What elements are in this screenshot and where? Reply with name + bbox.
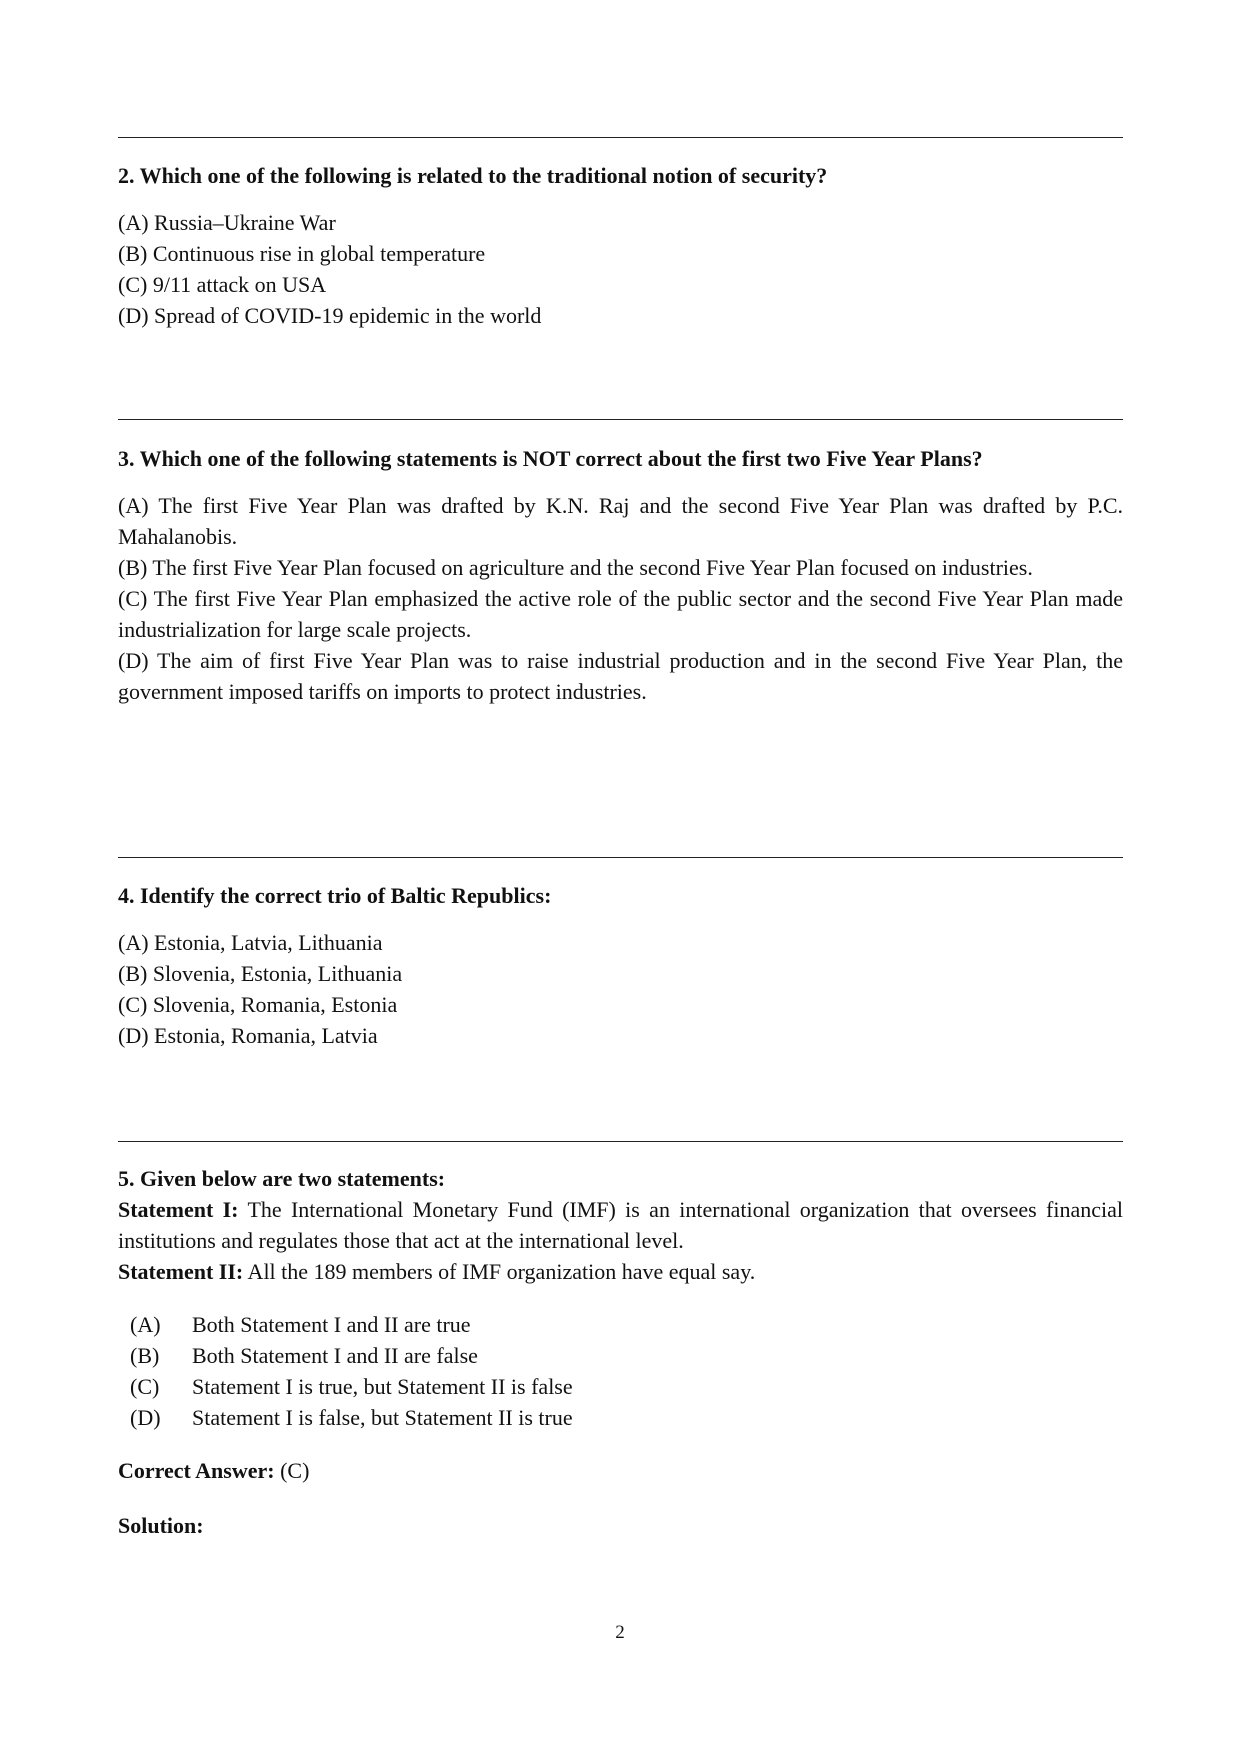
option: (B) Slovenia, Estonia, Lithuania — [118, 961, 403, 986]
question-3 — [118, 443, 1123, 707]
divider — [118, 1141, 1123, 1142]
option-label: (C) — [130, 1374, 160, 1399]
option-text: Statement I is true, but Statement II is false — [192, 1374, 573, 1399]
option-text: Both Statement I and II are true — [192, 1312, 471, 1337]
question-title — [118, 880, 1123, 911]
solution-label: Solution: — [118, 1513, 204, 1538]
option: (A) Estonia, Latvia, Lithuania — [118, 930, 383, 955]
option: (C) The first Five Year Plan emphasized the active role of the public sector and the second Five Year Plan made industrialization for large scale projects. — [118, 586, 1123, 642]
question-number: 3. — [118, 446, 135, 471]
page-number: 2 — [615, 1622, 625, 1643]
solution — [118, 1510, 1123, 1541]
divider — [118, 137, 1123, 138]
option: (A) The first Five Year Plan was drafted by K.N. Raj and the second Five Year Plan was drafted by P.C. Mahalanobis. — [118, 493, 1123, 549]
option: (D) Spread of COVID-19 epidemic in the world — [118, 303, 542, 328]
divider — [118, 857, 1123, 858]
statement-label: Statement II: — [118, 1259, 244, 1284]
statement-text: All the 189 members of IMF organization have equal say. — [243, 1259, 756, 1284]
question-text: Which one of the following statements is NOT correct about the first two Five Year Plans? — [139, 446, 983, 471]
option-text: Statement I is false, but Statement II is true — [192, 1405, 573, 1430]
option: (C) Slovenia, Romania, Estonia — [118, 992, 398, 1017]
correct-answer — [118, 1455, 1123, 1486]
option-label: (A) — [130, 1312, 161, 1337]
option: (D) The aim of first Five Year Plan was to raise industrial production and in the second Five Year Plan, the government imposed tariffs on imports to protect industries. — [118, 648, 1123, 704]
answer-value: (C) — [274, 1458, 310, 1483]
option: (D) Estonia, Romania, Latvia — [118, 1023, 378, 1048]
question-number: 5. — [118, 1166, 135, 1191]
question-title — [118, 1163, 1123, 1194]
statement-2 — [118, 1256, 1123, 1287]
question-title — [118, 160, 1123, 191]
question-4 — [118, 880, 1123, 1051]
option-list — [118, 927, 1123, 1051]
question-text: Given below are two statements: — [140, 1166, 446, 1191]
question-title — [118, 443, 1123, 474]
statement-1 — [118, 1194, 1123, 1256]
option: (C) 9/11 attack on USA — [118, 272, 327, 297]
option — [130, 1309, 1123, 1340]
option: (B) The first Five Year Plan focused on agriculture and the second Five Year Plan focused on industries. — [118, 555, 1033, 580]
answer-label: Correct Answer: — [118, 1458, 275, 1483]
option-list — [130, 1309, 1123, 1433]
statement-text: The International Monetary Fund (IMF) is an international organization that oversees financial institutions and regulates those that act at the international level. — [118, 1197, 1123, 1253]
option-list — [118, 490, 1123, 707]
statement-label: Statement I: — [118, 1197, 239, 1222]
option: (A) Russia–Ukraine War — [118, 210, 336, 235]
question-2 — [118, 160, 1123, 331]
question-text: Identify the correct trio of Baltic Republics: — [140, 883, 552, 908]
question-5 — [118, 1163, 1123, 1541]
option — [130, 1340, 1123, 1371]
option-label: (B) — [130, 1343, 160, 1368]
question-number: 4. — [118, 883, 135, 908]
question-text: Which one of the following is related to the traditional notion of security? — [139, 163, 828, 188]
option — [130, 1371, 1123, 1402]
option-label: (D) — [130, 1405, 161, 1430]
option: (B) Continuous rise in global temperature — [118, 241, 486, 266]
option-text: Both Statement I and II are false — [192, 1343, 478, 1368]
divider — [118, 419, 1123, 420]
question-number: 2. — [118, 163, 135, 188]
option-list — [118, 207, 1123, 331]
option — [130, 1402, 1123, 1433]
